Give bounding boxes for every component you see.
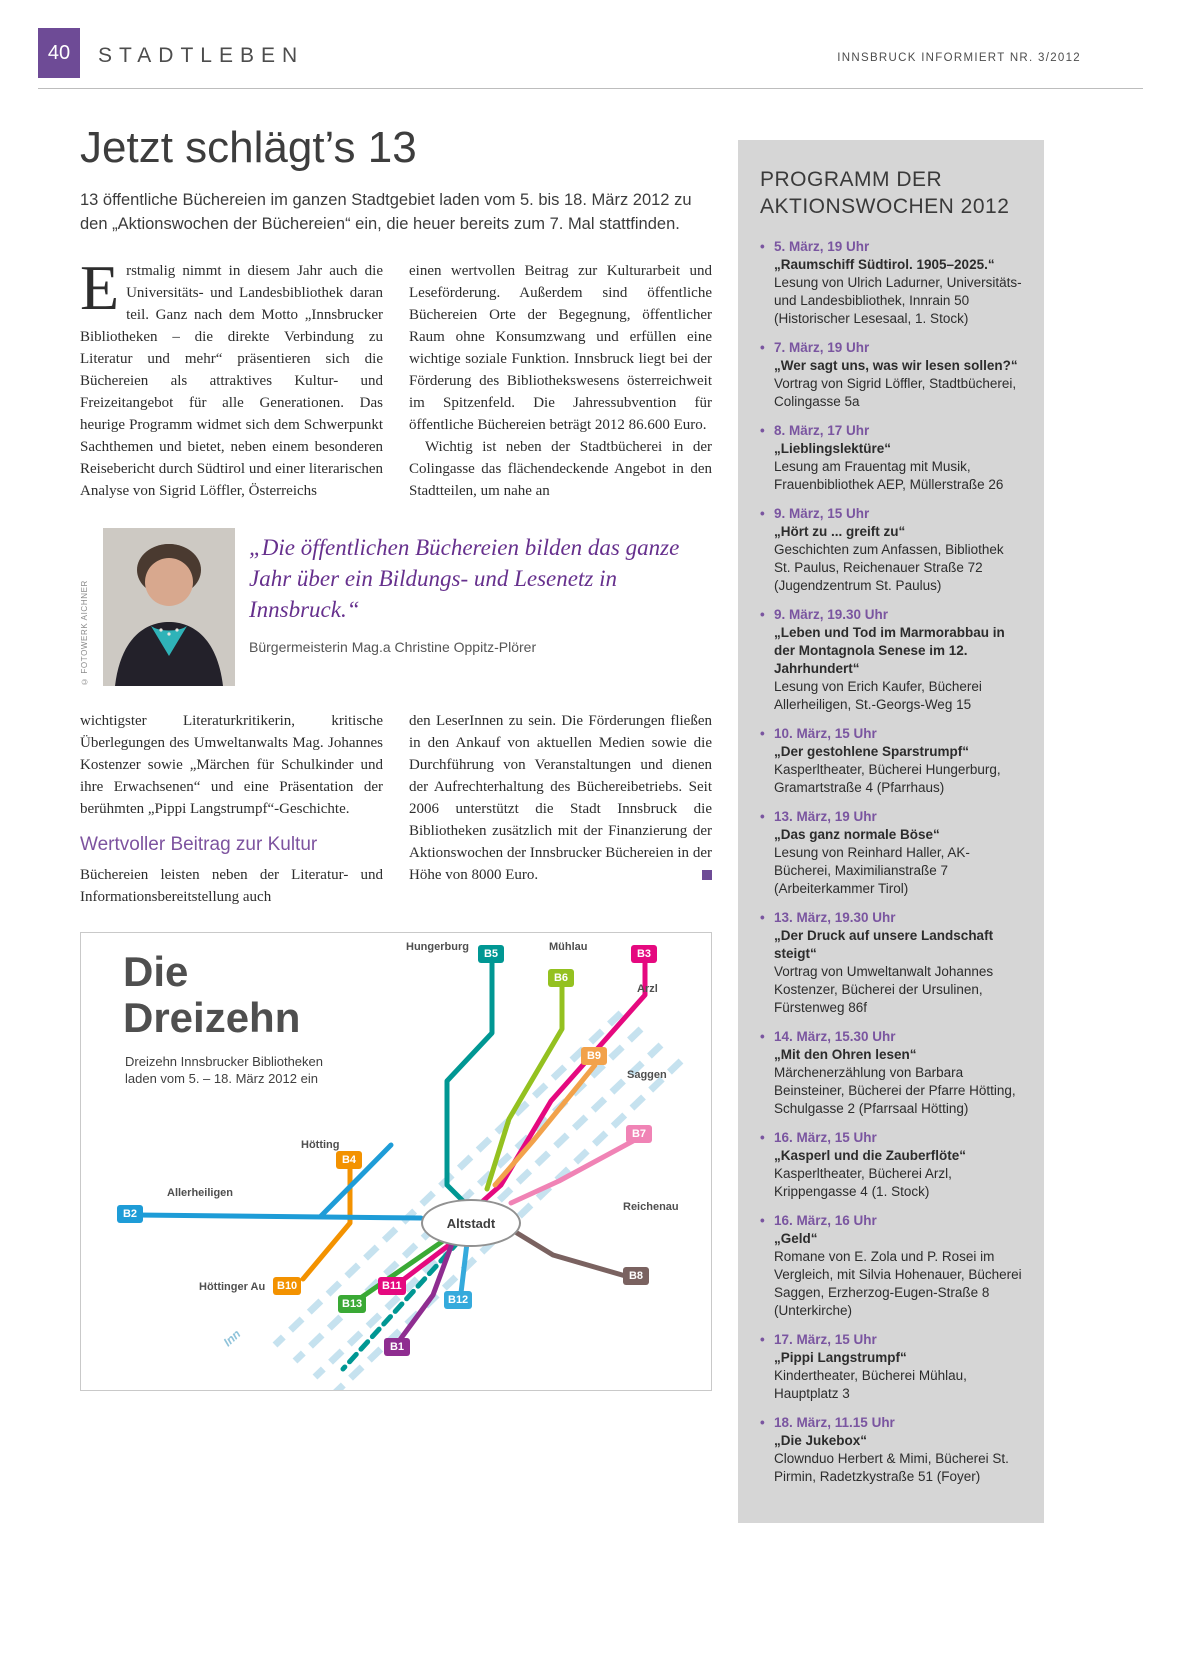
column-right [409,710,712,908]
map-area-label: Hötting [301,1139,340,1151]
event-details: Geschichten zum Anfassen, Bibliothek St. Paulus, Reichenauer Straße 72 (Jugendzentrum St. Paulus) [774,542,1004,593]
event-item [760,1212,1022,1320]
line-orange-b4-b10 [303,1169,350,1279]
event-details: Kasperltheater, Bücherei Arzl, Krippengasse 4 (1. Stock) [774,1166,952,1199]
map-area-label: Saggen [627,1069,667,1081]
event-date: • 5. März, 19 Uhr [774,239,870,254]
map-area-label: Hungerburg [406,941,469,953]
event-date: • 14. März, 15.30 Uhr [774,1029,896,1044]
event-item [760,339,1022,411]
event-title: „Pippi Langstrumpf“ [774,1350,907,1365]
line-teal [447,963,492,1201]
map-station: B7 [626,1125,652,1143]
event-title: „Kasperl und die Zauberflöte“ [774,1148,967,1163]
quote-attribution: Bürgermeisterin Mag.a Christine Oppitz-Plörer [249,639,537,655]
event-date: • 9. März, 15 Uhr [774,506,870,521]
photo-credit: © FOTOWERK AICHNER [80,580,89,686]
map-area-label: Reichenau [623,1201,679,1213]
body-columns-bottom [80,710,712,908]
line-magenta-south [399,1239,457,1283]
event-title: „Mit den Ohren lesen“ [774,1047,917,1062]
event-date: • 7. März, 19 Uhr [774,340,870,355]
map-station: B8 [623,1267,649,1285]
event-title: „Wer sagt uns, was wir lesen sollen?“ [774,358,1018,373]
event-item [760,725,1022,797]
event-item [760,909,1022,1017]
line-taupe [517,1233,629,1277]
paragraph-text: den LeserInnen zu sein. Die Förderungen fließen in den Ankauf von aktuellen Medien sowie die Durchführung von Veranstaltungen und dienen der Aufrechterhaltung des Büchereibetriebs. Seit 2006 unterstützt die Stadt Innsbruck die Bibliotheken zusätzlich mit der Finanzierung der Aktionswochen der Innsbrucker Büchereien in der Höhe von 8000 Euro. [409,713,712,883]
body-columns-top [80,252,712,502]
map-station: B13 [338,1295,366,1313]
map-station: B12 [444,1291,472,1309]
page-number-box [38,28,80,78]
header-divider [38,88,1143,89]
body-paragraph [80,252,383,502]
library-map [80,932,712,1391]
event-item [760,1414,1022,1486]
line-green [487,987,562,1189]
event-date: • 10. März, 15 Uhr [774,726,877,741]
event-date: • 8. März, 17 Uhr [774,423,870,438]
map-station: B4 [336,1151,362,1169]
event-title: „Die Jukebox“ [774,1433,868,1448]
body-paragraph: einen wertvollen Beitrag zur Kulturarbeit und Leseförderung. Außerdem sind öffentliche Büchereien Orte der Begegnung, öffentlicher Raum ohne Konsumzwang und erfüllen eine wichtige soziale Funktion. Innsbruck liegt bei der Förderung des Bibliothekswesens österreichweit im Spitzenfeld. Die Jahressubvention für öffentliche Büchereien beträgt 2012 86.600 Euro. [409,263,712,433]
event-item [760,422,1022,494]
issue-label: INNSBRUCK INFORMIERT NR. 3/2012 [837,52,1081,64]
event-details: Märchenerzählung von Barbara Beinsteiner, Bücherei der Pfarre Hötting, Schulgasse 2 (Pfarrsaal Hötting) [774,1065,1016,1116]
event-item [760,238,1022,328]
body-paragraph [409,710,712,886]
body-paragraph: Büchereien leisten neben der Literatur- und Informationsbereitstellung auch [80,867,383,905]
event-item [760,1331,1022,1403]
map-station: B3 [631,945,657,963]
event-title: „Raumschiff Südtirol. 1905–2025.“ [774,257,995,272]
event-title: „Leben und Tod im Marmorabbau in der Montagnola Senese im 12. Jahrhundert“ [774,625,1005,676]
event-item [760,808,1022,898]
event-details: Lesung von Erich Kaufer, Bücherei Allerheiligen, St.-Georgs-Weg 15 [774,679,982,712]
map-station: B1 [384,1338,410,1356]
portrait-silhouette [103,528,235,686]
program-sidebar [738,140,1044,1523]
event-date: • 13. März, 19 Uhr [774,809,877,824]
body-paragraph: wichtigster Literaturkritikerin, kritische Überlegungen des Umweltanwalts Mag. Johannes Kostenzer sowie „Märchen für Schulkinder und ihre Erwachsenen“ und eine Präsentation der berühmten „Pippi Langstrumpf“-Geschichte. [80,713,383,817]
map-area-label: Allerheiligen [167,1187,234,1199]
map-station: B9 [581,1047,607,1065]
section-title: STADTLEBEN [98,44,305,67]
map-hub-altstadt [421,1199,521,1247]
line-cyan [461,1243,467,1293]
map-area-label: Mühlau [549,941,588,953]
article-title: Jetzt schlägt’s 13 [80,123,417,172]
map-station: B11 [378,1277,406,1295]
event-title: „Geld“ [774,1231,818,1246]
map-station: B10 [273,1277,301,1295]
article [80,124,712,1391]
event-date: • 9. März, 19.30 Uhr [774,607,889,622]
event-title: „Das ganz normale Böse“ [774,827,940,842]
map-station: B5 [478,945,504,963]
article-lead: 13 öffentliche Büchereien im ganzen Stadtgebiet laden vom 5. bis 18. März 2012 zu den „Aktionswochen der Büchereien“ ein, die heuer bereits zum 7. Mal stattfinden. [80,191,692,233]
map-area-label: Arzl [637,983,658,995]
event-date: • 16. März, 15 Uhr [774,1130,877,1145]
event-details: Clownduo Herbert & Mimi, Bücherei St. Pirmin, Radetzkystraße 51 (Foyer) [774,1451,1009,1484]
map-title: Die Dreizehn [123,948,301,1041]
river-inn-label: Inn [220,1326,244,1350]
sidebar-title: PROGRAMM DER AKTIONSWOCHEN 2012 [760,168,1010,218]
event-details: Lesung von Reinhard Haller, AK-Bücherei, Maximilianstraße 7 (Arbeiterkammer Tirol) [774,845,970,896]
column-right [409,260,712,502]
event-title: „Lieblingslektüre“ [774,441,892,456]
event-date: • 13. März, 19.30 Uhr [774,910,896,925]
event-details: Kasperltheater, Bücherei Hungerburg, Gramartstraße 4 (Pfarrhaus) [774,762,1001,795]
event-item [760,606,1022,714]
map-station: B2 [117,1205,143,1223]
event-title: „Hört zu ... greift zu“ [774,524,906,539]
quote-wrap [249,528,712,655]
column-left [80,710,383,908]
event-date: • 17. März, 15 Uhr [774,1332,877,1347]
event-details: Kindertheater, Bücherei Mühlau, Hauptplatz 3 [774,1368,967,1401]
event-details: Romane von E. Zola und P. Rosei im Vergleich, mit Silvia Hohenauer, Bücherei Saggen, Erzherzog-Eugen-Straße 8 (Unterkirche) [774,1249,1022,1318]
article-end-marker [702,870,712,880]
event-date: • 18. März, 11.15 Uhr [774,1415,895,1430]
drop-cap: E [80,252,120,323]
event-item [760,1129,1022,1201]
map-subtitle: Dreizehn Innsbrucker Bibliotheken laden vom 5. – 18. März 2012 ein [125,1054,323,1086]
pull-quote-block [80,528,712,686]
event-details: Vortrag von Umweltanwalt Johannes Kostenzer, Bücherei der Ursulinen, Fürstenweg 86f [774,964,994,1015]
portrait-photo [103,528,235,686]
event-item [760,1028,1022,1118]
map-station: B6 [548,969,574,987]
page-number: 40 [47,41,71,64]
paragraph-text: rstmalig nimmt in diesem Jahr auch die Universitäts- und Landesbibliothek daran teil. Ganz nach dem Motto „Innsbrucker Bibliotheken – die direkte Verbindung zu Literatur und mehr“ präsentieren sich die Büchereien als attraktives Kultur- und Freizeitangebot für alle Generationen. Das heurige Programm widmet sich dem Schwerpunkt Sachthemen und bietet, neben einem besonderen Reisebericht durch Südtirol und einer literarischen Analyse von Sigrid Löffler, Österreichs [80,263,383,499]
hub-label: Altstadt [446,1215,496,1231]
event-title: „Der gestohlene Sparstrumpf“ [774,744,970,759]
event-details: Vortrag von Sigrid Löffler, Stadtbücherei, Colingasse 5a [774,376,1017,409]
event-item [760,505,1022,595]
event-details: Lesung am Frauentag mit Musik, Frauenbibliothek AEP, Müllerstraße 26 [774,459,1004,492]
section-subhead: Wertvoller Beitrag zur Kultur [80,834,318,855]
pull-quote-text: „Die öffentlichen Büchereien bilden das ganze Jahr über ein Bildungs- und Lesenetz in Innsbruck.“ [249,535,680,622]
map-area-label: Höttinger Au [199,1281,266,1293]
event-details: Lesung von Ulrich Ladurner, Universitäts- und Landesbibliothek, Innrain 50 (Historischer Lesesaal, 1. Stock) [774,275,1022,326]
event-date: • 16. März, 16 Uhr [774,1213,877,1228]
body-paragraph: Wichtig ist neben der Stadtbücherei in der Colingasse das flächendeckende Angebot in den Stadtteilen, um nahe an [409,439,712,499]
column-left [80,252,383,502]
event-title: „Der Druck auf unsere Landschaft steigt“ [774,928,994,961]
line-blue [137,1215,421,1218]
